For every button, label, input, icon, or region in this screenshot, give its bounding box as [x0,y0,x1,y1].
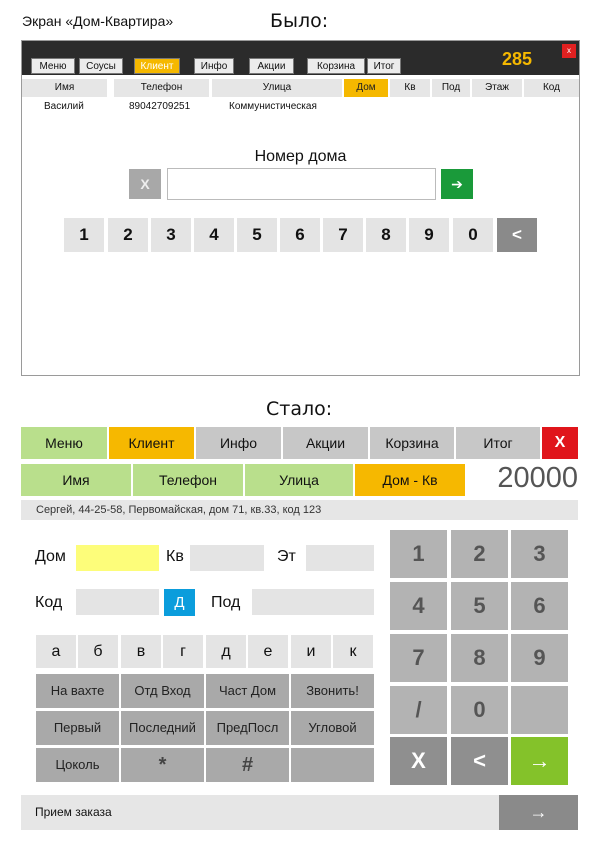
old-tab-client[interactable]: Клиент [134,58,180,74]
footer-bar [21,795,578,830]
old-col-street[interactable]: Улица [212,79,342,97]
old-col-apt[interactable]: Кв [390,79,430,97]
old-tab-info[interactable]: Инфо [194,58,234,74]
old-house-label: Номер дома [254,148,347,165]
entrance-input[interactable] [252,589,374,615]
old-screen [21,40,580,376]
screen-title: Экран «Дом-Квартира» [22,13,174,29]
before-heading: Было: [270,10,329,32]
old-value-phone: 89042709251 [129,101,191,112]
client-address: Сергей, 44-25-58, Первомайская, дом 71, кв.33, код 123 [21,500,578,520]
old-key-4[interactable]: 4 [194,218,234,252]
penultimate-button[interactable]: ПредПосл [206,711,289,745]
old-tab-total[interactable]: Итог [367,58,401,74]
numpad-key-0[interactable]: 0 [451,686,508,734]
tab-promo[interactable]: Акции [283,427,368,459]
order-total: 20000 [497,462,578,494]
asterisk-button[interactable]: * [121,748,204,782]
last-floor-button[interactable]: Последний [121,711,204,745]
hash-button[interactable]: # [206,748,289,782]
old-go-button[interactable]: ➔ [441,169,473,199]
old-col-house[interactable]: Дом [344,79,388,97]
numpad-key-4[interactable]: 4 [390,582,447,630]
old-key-9[interactable]: 9 [409,218,449,252]
letter-key-a[interactable]: а [36,635,76,668]
old-house-input[interactable] [167,168,436,200]
letter-key-d[interactable]: д [206,635,246,668]
numpad-key-slash[interactable]: / [390,686,447,734]
letter-key-i[interactable]: и [291,635,331,668]
old-col-floor[interactable]: Этаж [472,79,522,97]
letter-key-v[interactable]: в [121,635,161,668]
numpad-key-3[interactable]: 3 [511,530,568,578]
subtab-phone[interactable]: Телефон [133,464,243,496]
old-key-3[interactable]: 3 [151,218,191,252]
tab-client[interactable]: Клиент [109,427,194,459]
numpad-key-5[interactable]: 5 [451,582,508,630]
private-house-button[interactable]: Част Дом [206,674,289,708]
old-clear-button[interactable]: X [129,169,161,199]
floor-input[interactable] [306,545,374,571]
letter-key-g[interactable]: г [163,635,203,668]
apt-input[interactable] [190,545,264,571]
tab-cart[interactable]: Корзина [370,427,454,459]
old-key-1[interactable]: 1 [64,218,104,252]
house-input[interactable] [76,545,159,571]
apt-label: Кв [166,548,184,565]
old-value-name: Василий [44,101,84,112]
numpad-key-6[interactable]: 6 [511,582,568,630]
empty-button[interactable] [291,748,374,782]
old-col-name[interactable]: Имя [22,79,107,97]
old-key-0[interactable]: 0 [453,218,493,252]
tab-menu[interactable]: Меню [21,427,107,459]
separate-entrance-button[interactable]: Отд Вход [121,674,204,708]
on-watch-button[interactable]: На вахте [36,674,119,708]
tab-total[interactable]: Итог [456,427,540,459]
after-heading: Стало: [266,398,333,420]
old-tab-cart[interactable]: Корзина [307,58,365,74]
numpad-key-1[interactable]: 1 [390,530,447,578]
letter-key-e[interactable]: е [248,635,288,668]
first-floor-button[interactable]: Первый [36,711,119,745]
old-close-button[interactable]: x [562,44,576,58]
subtab-name[interactable]: Имя [21,464,131,496]
footer-label: Прием заказа [35,805,112,819]
old-key-7[interactable]: 7 [323,218,363,252]
old-topbar [22,41,579,75]
old-key-8[interactable]: 8 [366,218,406,252]
house-label: Дом [35,548,66,565]
numpad-key-8[interactable]: 8 [451,634,508,682]
letter-key-b[interactable]: б [78,635,118,668]
numpad-key-9[interactable]: 9 [511,634,568,682]
old-col-code[interactable]: Код [524,79,579,97]
footer-next-button[interactable]: → [499,795,578,830]
numpad-enter-button[interactable]: → [511,737,568,785]
old-tab-promo[interactable]: Акции [249,58,294,74]
floor-label: Эт [277,548,296,565]
old-col-phone[interactable]: Телефон [114,79,209,97]
old-col-entrance[interactable]: Под [432,79,470,97]
basement-button[interactable]: Цоколь [36,748,119,782]
numpad-clear-button[interactable]: X [390,737,447,785]
old-tab-menu[interactable]: Меню [31,58,75,74]
d-button[interactable]: Д [164,589,195,616]
subtab-house-apt[interactable]: Дом - Кв [355,464,465,496]
subtab-street[interactable]: Улица [245,464,353,496]
old-counter: 285 [502,49,533,69]
old-value-street: Коммунистическая [229,101,317,112]
old-backspace-button[interactable]: < [497,218,537,252]
numpad-key-2[interactable]: 2 [451,530,508,578]
letter-key-k[interactable]: к [333,635,373,668]
old-tab-sauces[interactable]: Соусы [79,58,123,74]
old-key-6[interactable]: 6 [280,218,320,252]
code-label: Код [35,594,63,611]
old-key-5[interactable]: 5 [237,218,277,252]
call-button[interactable]: Звонить! [291,674,374,708]
numpad-key-blank[interactable] [511,686,568,734]
entrance-label: Под [211,594,241,611]
code-input[interactable] [76,589,159,615]
tab-info[interactable]: Инфо [196,427,281,459]
close-button[interactable]: X [542,427,578,459]
corner-button[interactable]: Угловой [291,711,374,745]
numpad-backspace-button[interactable]: < [451,737,508,785]
old-key-2[interactable]: 2 [108,218,148,252]
numpad-key-7[interactable]: 7 [390,634,447,682]
